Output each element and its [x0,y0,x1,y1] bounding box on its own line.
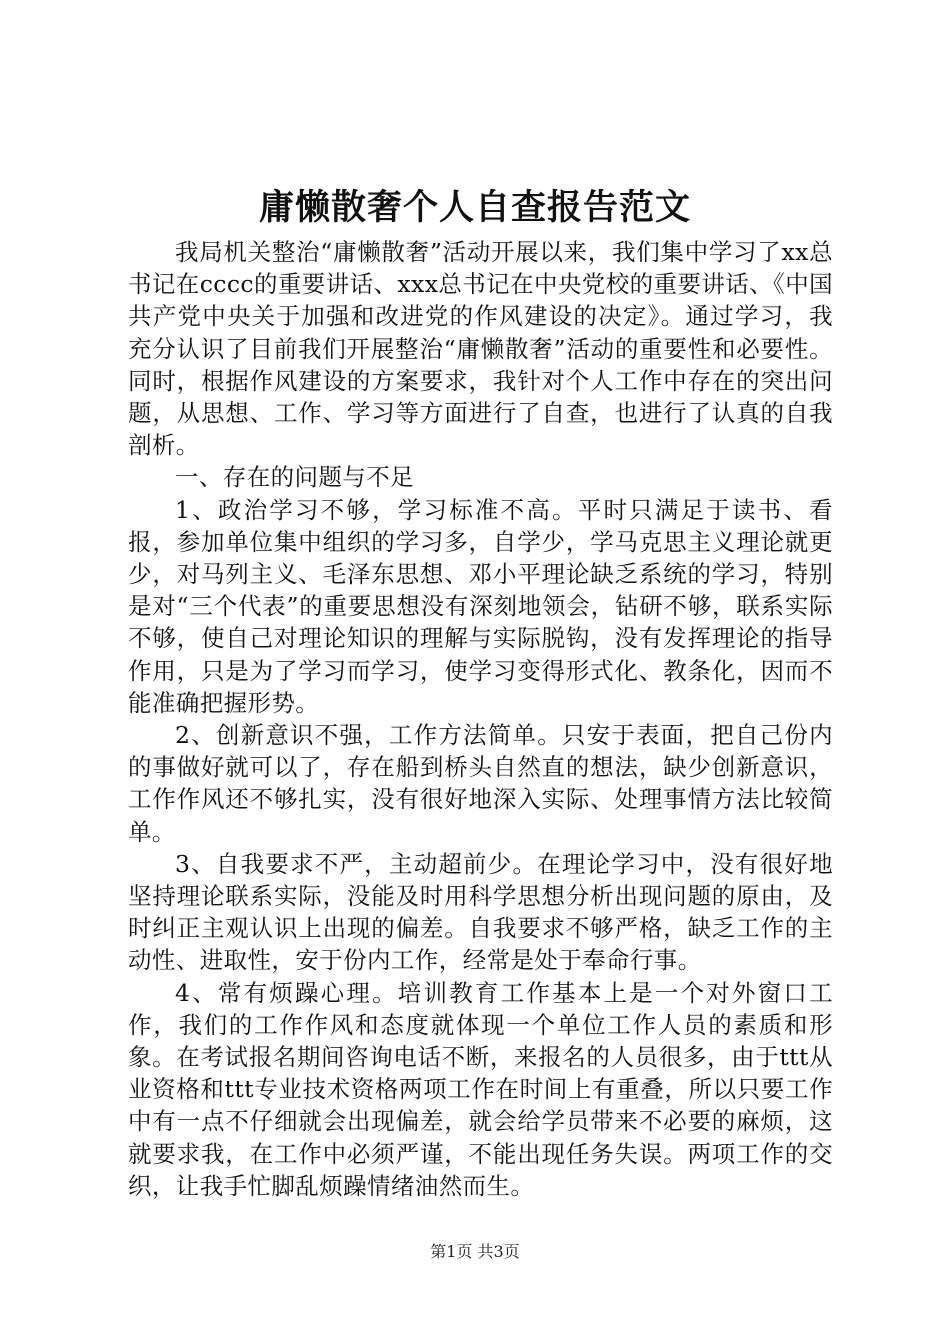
problem-item-4: 4、常有烦躁心理。培训教育工作基本上是一个对外窗口工作，我们的工作作风和态度就体现一个单位工作人员的素质和形象。在考试报名期间咨询电话不断，来报名的人员很多，由于ttt从业资格和ttt专业技术资格两项工作在时间上有重叠，所以只要工作中有一点不仔细就会出现偏差，就会给学员带来不必要的麻烦，这就要求我，在工作中必须严谨，不能出现任务失误。两项工作的交织，让我手忙脚乱烦躁情绪油然而生。 [128,978,833,1200]
problem-item-1: 1、政治学习不够，学习标准不高。平时只满足于读书、看报，参加单位集中组织的学习多，自学少，学马克思主义理论就更少，对马列主义、毛泽东思想、邓小平理论缺乏系统的学习，特别是对“三个代表”的重要思想没有深刻地领会，钻研不够，联系实际不够，使自己对理论知识的理解与实际脱钩，没有发挥理论的指导作用，只是为了学习而学习，使学习变得形式化、教条化，因而不能准确把握形势。 [128,495,833,717]
intro-paragraph: 我局机关整治“庸懒散奢”活动开展以来，我们集中学习了xx总书记在cccc的重要讲话、xxx总书记在中央党校的重要讲话、《中国共产党中央关于加强和改进党的作风建设的决定》。通过学习，我充分认识了目前我们开展整治“庸懒散奢”活动的重要性和必要性。同时，根据作风建设的方案要求，我针对个人工作中存在的突出问题，从思想、工作、学习等方面进行了自查，也进行了认真的自我剖析。 [128,238,833,460]
page-number-footer: 第1页 共3页 [430,1242,520,1261]
document-title: 庸懒散奢个人自查报告范文 [258,187,691,228]
problem-item-2: 2、创新意识不强，工作方法简单。只安于表面，把自己份内的事做好就可以了，存在船到桥头自然直的想法，缺少创新意识，工作作风还不够扎实，没有很好地深入实际、处理事情方法比较简单。 [128,721,833,846]
problem-item-3: 3、自我要求不严，主动超前少。在理论学习中，没有很好地坚持理论联系实际，没能及时用科学思想分析出现问题的原由，及时纠正主观认识上出现的偏差。自我要求不够严格，缺乏工作的主动性、进取性，安于份内工作，经常是处于奉命行事。 [128,849,833,975]
section-heading: 一、存在的问题与不足 [175,463,414,492]
document-body [128,236,833,1202]
